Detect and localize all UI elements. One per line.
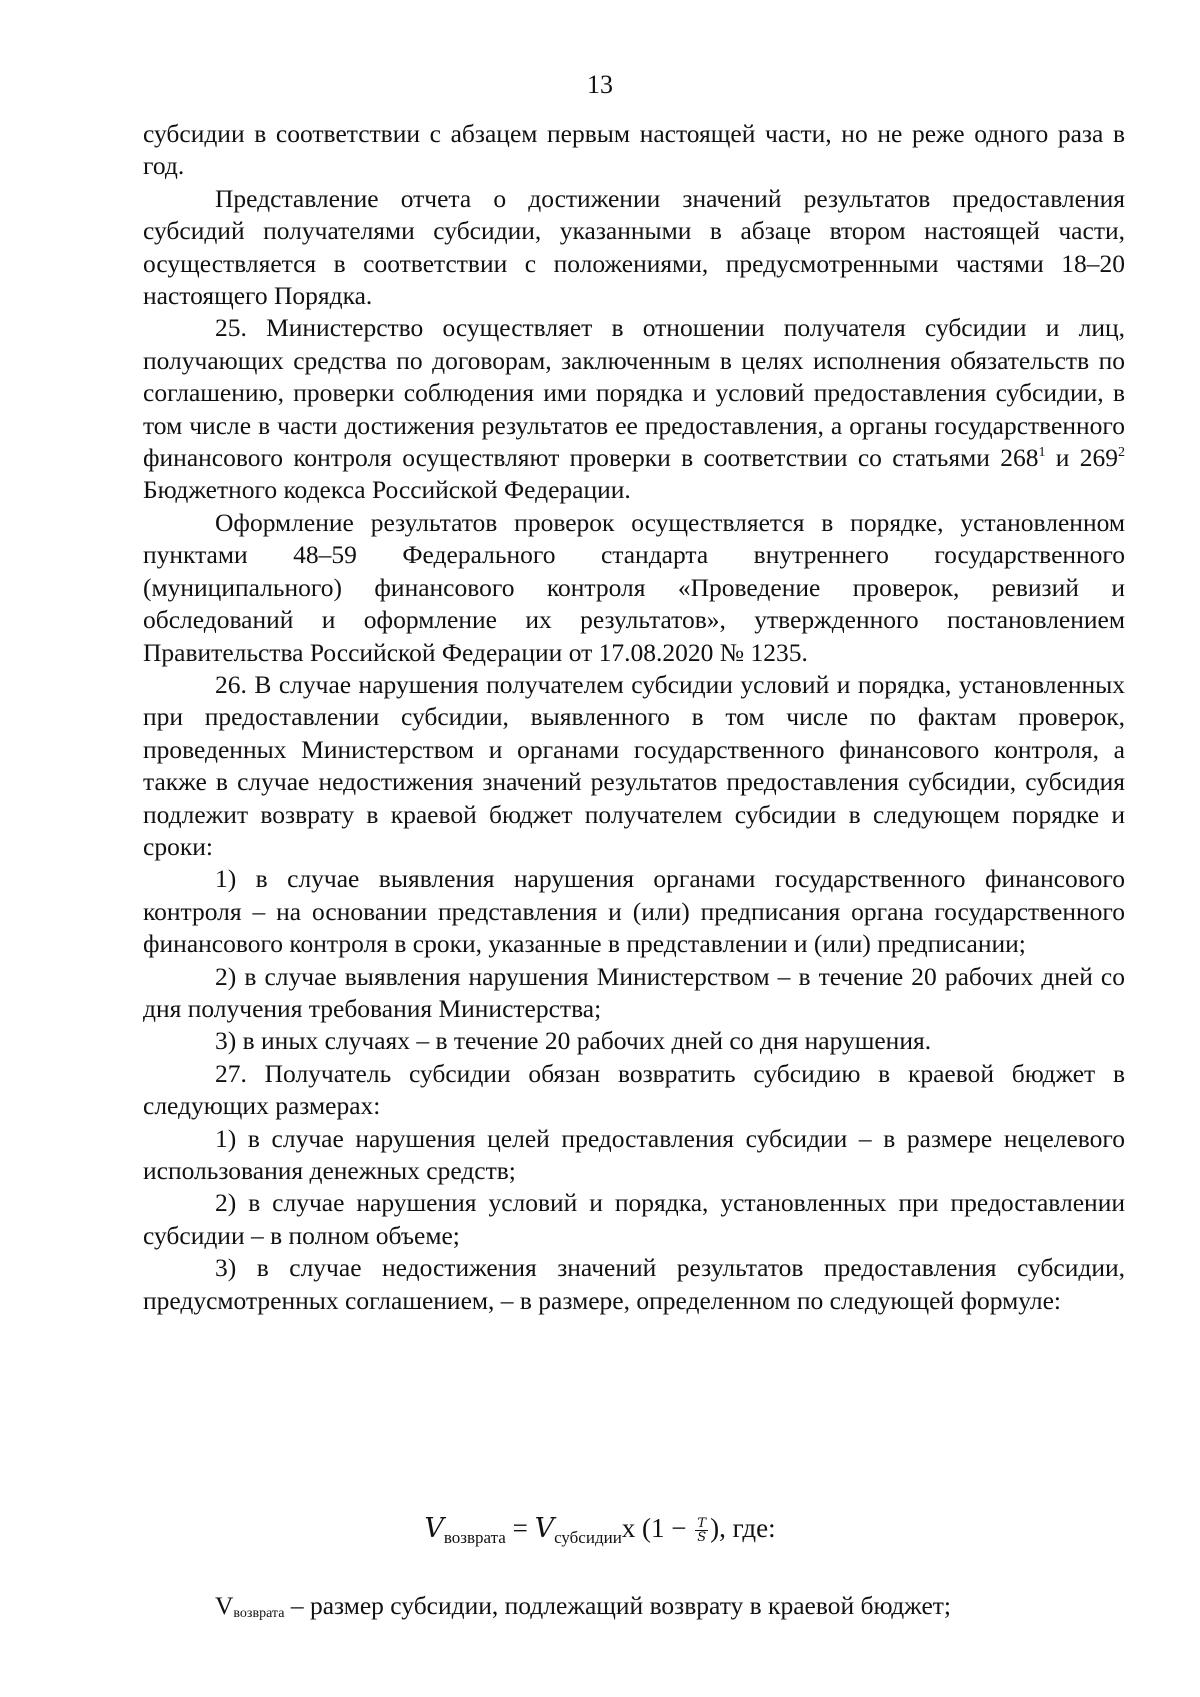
superscript-268: 1 [1038,445,1046,461]
page-number: 13 [587,70,613,99]
paragraph-inspection-registration: Оформление результатов проверок осуществляется в порядке, установленном пунктами 48–59 Федерального стандарта внутреннего государственного (муниципального) финансового контроля «Проведение проверок, ревизий и обследований и оформление их результатов», утвержденного постановлением Правительства Российской Федерации от 17.08.2020 № 1235. [143,507,1125,667]
return-formula [0,1508,1200,1558]
definition-v-return [215,1590,1125,1630]
definition-subscript: возврата [233,1606,285,1621]
definition-text: – размер субсидии, подлежащий возврату в краевой бюджет; [284,1591,951,1620]
list-item-26-2: 2) в случае выявления нарушения Министерством – в течение 20 рабочих дней со дня получения требования Министерства; [143,961,1125,1023]
paragraph-26-violation: 26. В случае нарушения получателем субсидии условий и порядка, установленных при предоставлении субсидии, выявленного в том числе по фактам проверок, проведенных Министерством и органами государственного финансового контроля, а также в случае недостижения значений результатов предоставления субсидии, субсидия подлежит возврату в краевой бюджет получателем субсидии в следующем порядке и сроки: [143,669,1125,861]
list-item-26-1: 1) в случае выявления нарушения органами государственного финансового контроля – на основании представления и (или) предписания органа государственного финансового контроля в сроки, указанные в представлении и (или) предписании; [143,864,1125,959]
formula-times: x (1 − [621,1513,694,1543]
body-text [143,118,1125,1317]
list-item-27-1: 1) в случае нарушения целей предоставления субсидии – в размере нецелевого использования денежных средств; [143,1123,1125,1185]
formula-var-v-subsidy: V [534,1513,555,1544]
formula-equals: = [505,1513,535,1543]
paragraph-continuation: субсидии в соответствии с абзацем первым настоящей части, но не реже одного раза в год. [143,119,1125,181]
list-item-27-3: 3) в случае недостижения значений результатов предоставления субсидии, предусмотренных соглашением, – в размере, определенном по следующей формуле: [143,1253,1125,1315]
definition-symbol: V [215,1591,234,1620]
list-item-27-2: 2) в случае нарушения условий и порядка, установленных при предоставлении субсидии – в полном объеме; [143,1188,1125,1250]
paragraph-25-text-b: и 269 [1045,443,1118,473]
superscript-269: 2 [1118,445,1125,461]
formula-sub-subsidy: субсидии [554,1528,622,1547]
formula-denominator: S [697,1530,707,1546]
formula-var-v-return: V [424,1513,444,1544]
formula-tail: ), где: [710,1513,776,1543]
paragraph-25-text-a: 25. Министерство осуществляет в отношении получателя субсидии и лиц, получающих средства по договорам, заключенным в целях исполнения обязательств по соглашению, проверки соблюдения ими порядка и условий предоставления субсидии, в том числе в части достижения результатов ее предоставления, а органы государственного финансового контроля осуществляют проверки в соответствии со статьями 268 [143,313,1125,473]
paragraph-25-text-c: Бюджетного кодекса Российской Федерации. [143,475,631,505]
list-item-26-3: 3) в иных случаях – в течение 20 рабочих дней со дня нарушения. [215,1026,932,1056]
paragraph-25-inspections [143,312,1125,506]
formula-fraction [695,1517,708,1544]
paragraph-27-return: 27. Получатель субсидии обязан возвратить субсидию в краевой бюджет в следующих размерах: [143,1058,1125,1121]
paragraph-report-submission: Представление отчета о достижении значений результатов предоставления субсидий получателями субсидии, указанными в абзаце втором настоящей части, осуществляется в соответствии с положениями, предусмотренными частями 18–20 настоящего Порядка. [143,183,1125,311]
formula-sub-return: возврата [443,1528,506,1547]
formula-numerator: T [695,1517,708,1531]
